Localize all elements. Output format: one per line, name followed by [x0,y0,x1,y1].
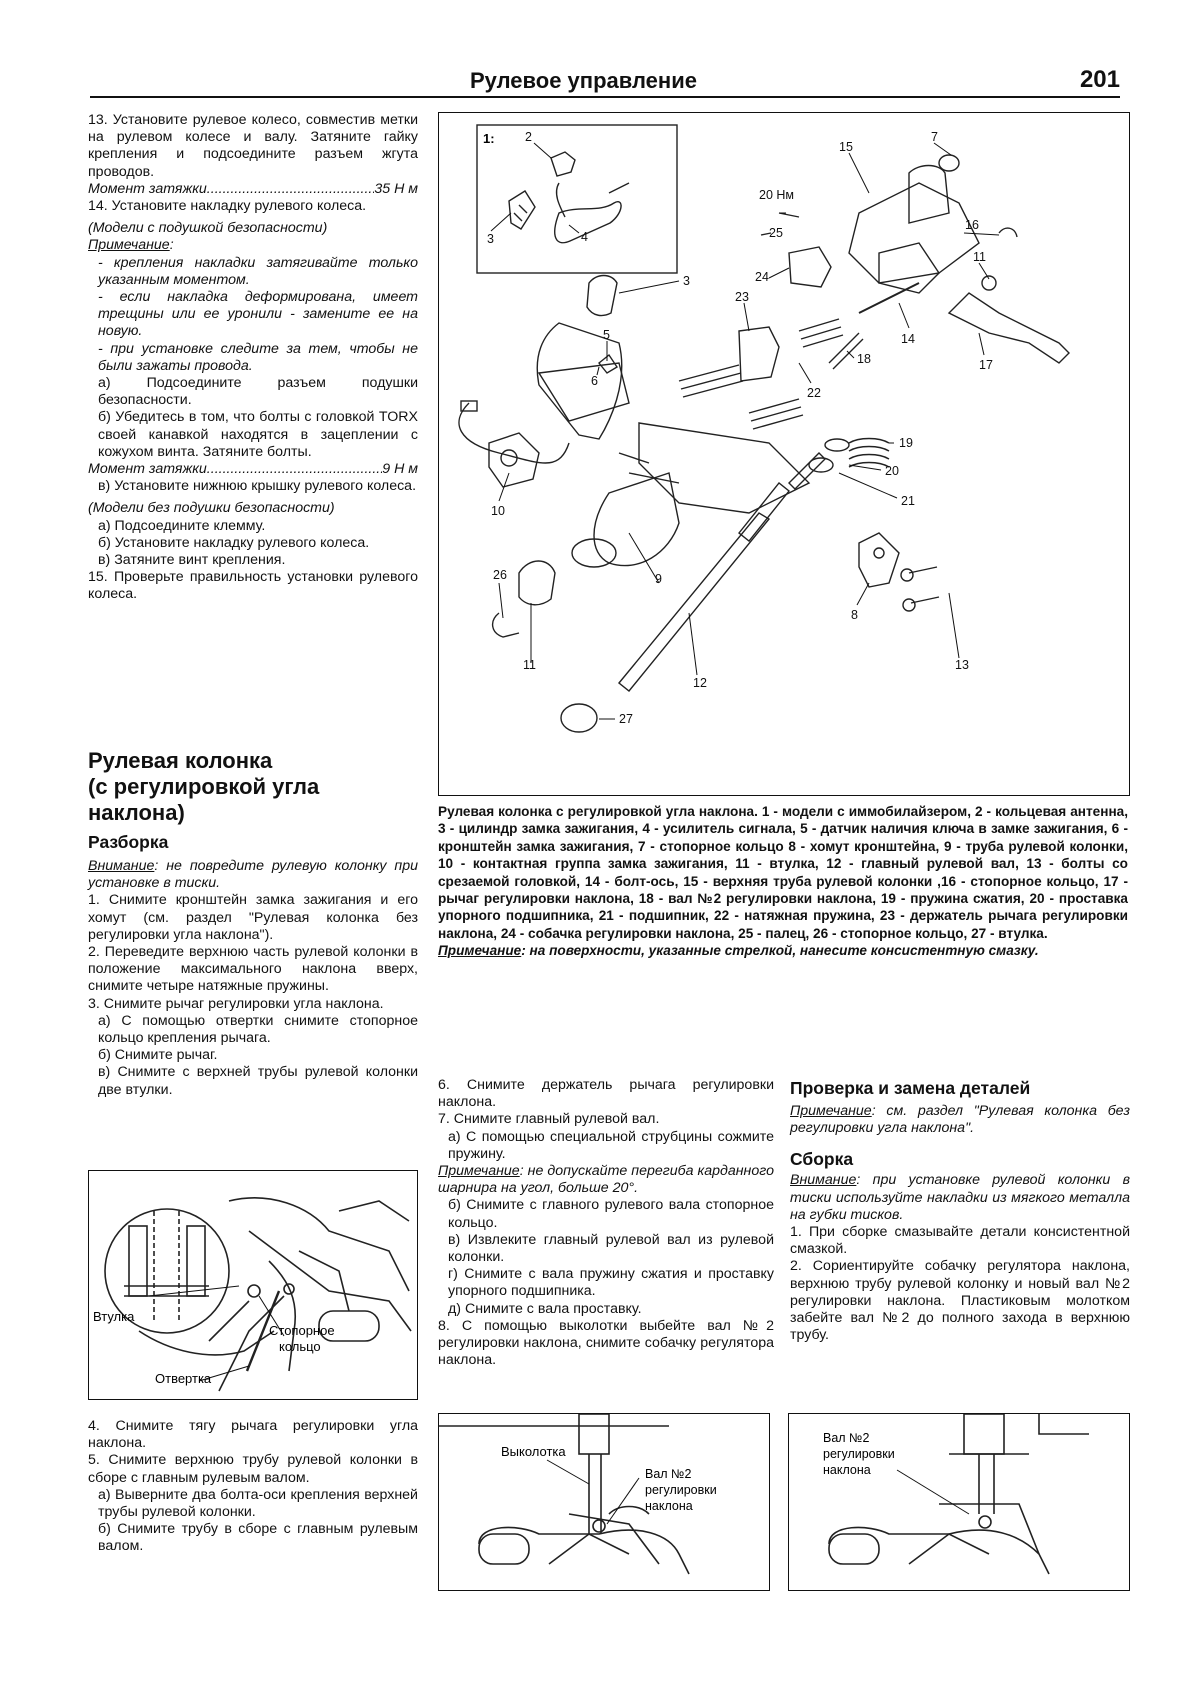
label-shaft2-2: регулировки [823,1447,895,1461]
step-7c: в) Извлеките главный рулевой вал из рулевой колонки. [448,1231,774,1266]
step-3a: а) С помощью отвертки снимите стопорное кольцо крепления рычага. [98,1012,418,1047]
note-item-1: - крепления накладки затягивайте только указанным моментом. [98,254,418,288]
callout-10: 10 [491,504,505,518]
step-3b: б) Снимите рычаг. [98,1047,218,1064]
callout-21: 21 [901,494,915,508]
step-13: 13. Установите рулевое колесо, совместив метки на рулевом колесе и валу. Затяните гайку крепления и подсоедините разъем жгута проводов. [88,112,418,180]
callout-19: 19 [899,436,913,450]
disassembly-steps [88,858,418,1099]
warning: Внимание: не повредите рулевую колонку при установке в тиски. [88,858,418,892]
header-rule [90,96,1120,98]
label-bushing: Втулка [93,1309,135,1324]
label-shaft2-3: наклона [823,1463,871,1477]
figure-steering-column-exploded [438,112,1130,796]
assembly-warning: Внимание: при установке рулевой колонки в тиски используйте накладки из мягкого металла на губки тисков. [790,1172,1130,1223]
note-item-2: - если накладка деформирована, имеет трещины или ее уронили - замените ее на новую. [98,289,418,340]
label-shaft-1: Вал №2 [645,1467,692,1481]
note-item-3: - при установке следите за тем, чтобы не были зажаты провода. [98,340,418,374]
header-title: Рулевое управление [470,68,697,93]
callout-20: 20 [885,464,899,478]
step-14b: б) Убедитесь в том, что болты с головкой TORX своей канавкой находятся в зацеплении с кожухом винта. Затяните болты. [98,409,418,460]
label-snap-ring-2: кольцо [279,1339,321,1354]
step-8: 8. С помощью выколотки выбейте вал №2 регулировки наклона, снимите собачку регулятора наклона. [438,1317,774,1369]
airbag-models-label: (Модели с подушкой безопасности) [88,220,328,237]
callout-26: 26 [493,568,507,582]
label-drift: Выколотка [501,1444,566,1459]
callout-11-top: 11 [973,250,986,264]
step-1: 1. Снимите кронштейн замка зажигания и его хомут (см. раздел "Рулевая колонка без регулировки угла наклона"). [88,892,418,943]
callout-14: 14 [901,332,915,346]
callout-13: 13 [955,658,969,672]
callout-8: 8 [851,608,858,622]
label-shaft-2: регулировки [645,1483,717,1497]
callout-16: 16 [965,218,979,232]
callout-3-inset: 3 [487,232,494,246]
callout-5: 5 [603,328,610,342]
callout-11-bottom: 11 [523,658,536,672]
callout-2: 2 [525,130,532,144]
torque-20nm: 20 Нм [759,188,794,202]
section-title: Рулевая колонка (с регулировкой угла наклона) Разборка [88,748,418,853]
inset-label: 1: [483,131,495,146]
disassembly-steps-2 [88,1418,418,1556]
disassembly-heading: Разборка [88,832,169,852]
label-screwdriver: Отвертка [155,1371,212,1386]
label-snap-ring-1: Стопорное [269,1323,335,1338]
assembly-heading: Сборка [790,1149,854,1170]
step-7b: б) Снимите с главного рулевого вала стопорное кольцо. [448,1197,774,1231]
callout-12: 12 [693,676,707,690]
page-number: 201 [1079,66,1120,93]
callout-24: 24 [755,270,769,284]
step-5: 5. Снимите верхнюю трубу рулевой колонки в сборе с главным рулевым валом. [88,1452,418,1486]
step-4: 4. Снимите тягу рычага регулировки угла наклона. [88,1418,418,1452]
note-heading: Примечание: [88,237,174,254]
callout-25: 25 [769,226,783,240]
drift-illustration [439,1414,769,1590]
callout-9: 9 [655,572,662,586]
assembly-step-2: 2. Сориентируйте собачку регулятора наклона, верхнюю трубу рулевой колонку и новый вал №2 регулировки наклона. Пластиковым молотком забейте вал №2 до полного захода в верхнюю трубу. [790,1258,1130,1344]
figure-shaft-2 [788,1413,1130,1591]
right-column [790,1078,1130,1344]
step-7e: д) Снимите с вала проставку. [448,1300,642,1317]
step-14: 14. Установите накладку рулевого колеса. [88,198,367,215]
step-7a: а) С помощью специальной струбцины сожмите пружину. [448,1128,774,1162]
page-header [90,62,1120,96]
assembly-step-1: 1. При сборке смазывайте детали консистентной смазкой. [790,1224,1130,1258]
step-14a2: а) Подсоедините клемму. [98,517,266,534]
step-14a: а) Подсоедините разъем подушки безопасности. [98,375,418,409]
callout-7: 7 [931,130,938,144]
callout-17: 17 [979,358,993,372]
callout-6: 6 [591,374,598,388]
step-3c: в) Снимите с верхней трубы рулевой колонки две втулки. [98,1064,418,1098]
step-14b2: б) Установите накладку рулевого колеса. [98,534,370,551]
callout-23: 23 [735,290,749,304]
callout-3: 3 [683,274,690,288]
step-14c: в) Установите нижнюю крышку рулевого колеса. [98,478,417,495]
middle-note: Примечание: не допускайте перегиба карданного шарнира на угол, больше 20°. [438,1163,774,1197]
step-15: 15. Проверьте правильность установки рулевого колеса. [88,569,418,603]
callout-22: 22 [807,386,821,400]
label-shaft-3: наклона [645,1499,693,1513]
callout-4: 4 [581,230,588,244]
step-7: 7. Снимите главный рулевой вал. [438,1111,660,1128]
check-note: Примечание: см. раздел "Рулевая колонка без регулировки угла наклона". [790,1103,1130,1137]
bushing-illustration [89,1171,417,1399]
figure-bushing-removal [88,1170,418,1400]
figure-drift [438,1413,770,1591]
middle-column [438,1077,774,1369]
label-shaft2-1: Вал №2 [823,1431,870,1445]
callout-15: 15 [839,140,853,154]
step-7d: г) Снимите с вала пружину сжатия и проставку упорного подшипника. [448,1266,774,1300]
left-column-top [88,112,418,604]
torque-line-1: Момент затяжки. ..... 35 Н м [88,181,418,198]
step-5a: а) Выверните два болта-оси крепления верхней трубы рулевой колонки. [98,1486,418,1521]
check-heading: Проверка и замена деталей [790,1078,1031,1098]
step-3: 3. Снимите рычаг регулировки угла наклона. [88,995,384,1012]
callout-27: 27 [619,712,633,726]
callout-18: 18 [857,352,871,366]
step-5b: б) Снимите трубу в сборе с главным рулевым валом. [98,1521,418,1555]
figure-caption [438,803,1128,960]
torque-line-2: Момент затяжки. ..... 9 Н м [88,461,418,478]
shaft-2-illustration [789,1414,1129,1590]
no-airbag-models-label: (Модели без подушки безопасности) [88,500,335,517]
caption-text: Рулевая колонка с регулировкой угла наклона. 1 - модели с иммобилайзером, 2 - кольцевая антенна, 3 - цилиндр замка зажигания, 4 - усилитель сигнала, 5 - датчик наличия ключа в замке зажигания, 6 - кронштейн замка зажигания, 7 - стопорное кольцо 8 - хомут кронштейна, 9 - труба рулевой колонки, 10 - контактная группа замка зажигания, 11 - втулка, 12 - главный рулевой вал, 13 - болты со срезаемой головкой, 14 - болт-ось, 15 - верхняя труба рулевой колонки ,16 - стопорное кольцо, 17 - рычаг регулировки наклона, 18 - вал №2 регулировки наклона, 19 - пружина сжатия, 20 - проставка упорного подшипника, 21 - подшипник, 22 - натяжная пружина, 23 - держатель рычага регулировки наклона, 24 - собачка регулировки наклона, 25 - палец, 26 - стопорное кольцо, 27 - втулка. [438,804,1128,941]
step-14c2: в) Затяните винт крепления. [98,552,286,569]
exploded-view-illustration [439,113,1129,795]
step-6: 6. Снимите держатель рычага регулировки наклона. [438,1077,774,1111]
caption-note: Примечание: на поверхности, указанные стрелкой, нанесите консистентную смазку. [438,943,1039,959]
step-2: 2. Переведите верхнюю часть рулевой колонки в положение максимального наклона вверх, снимите четыре натяжные пружины. [88,944,418,995]
